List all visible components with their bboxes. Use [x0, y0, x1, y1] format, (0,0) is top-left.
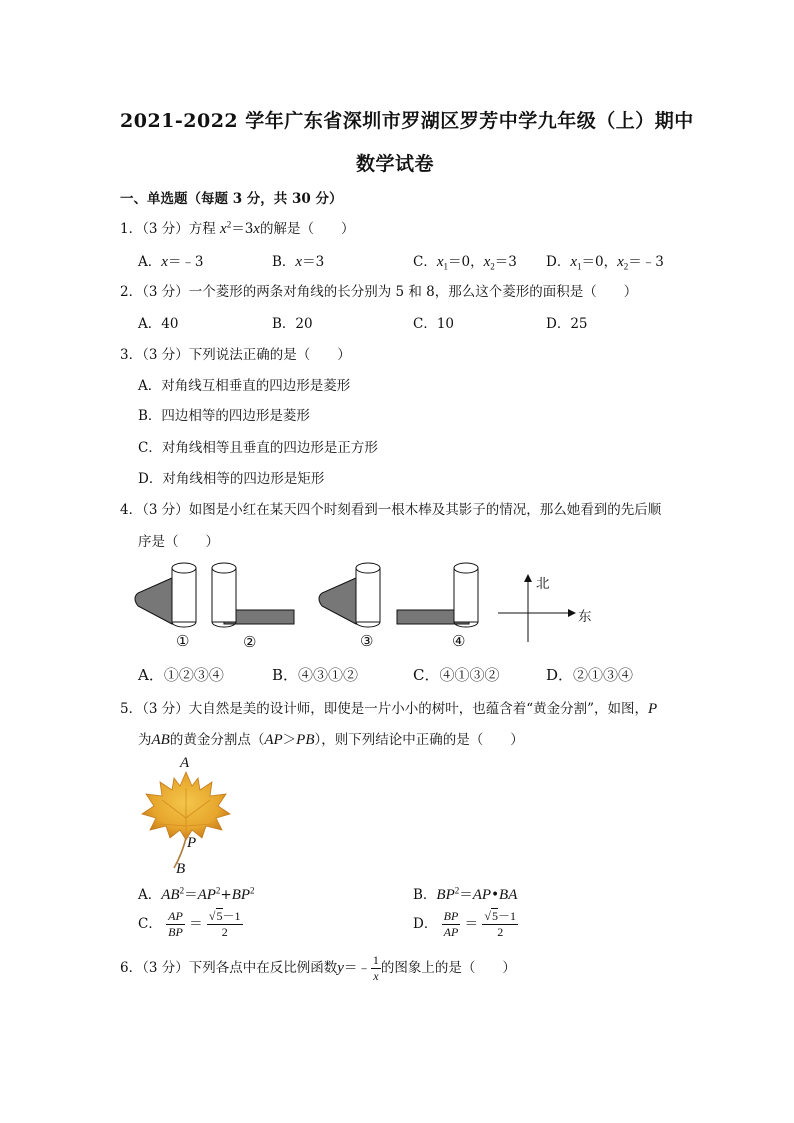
- q2-option-d[interactable]: D．25: [546, 316, 588, 332]
- question-3: 3．（3 分）下列说法正确的是（ ）: [120, 347, 351, 363]
- leaf-label-b: [176, 858, 185, 878]
- q5-line2-ap: AP: [264, 732, 283, 748]
- q5-d-left-fraction: [442, 909, 461, 940]
- q6-pre: 6．（3 分）下列各点中在反比例函数: [120, 960, 338, 976]
- section-heading: 一、单选题（每题 3 分，共 30 分）: [120, 191, 343, 207]
- question-5-line2: [138, 728, 524, 749]
- q5-a-sup2: 2: [215, 885, 221, 896]
- q6-fraction: [371, 953, 381, 984]
- leaf-label-p: [187, 832, 196, 852]
- q6-den: x: [373, 969, 379, 983]
- q5-line2-pb: PB: [296, 732, 315, 748]
- q1-d-x2: x: [617, 254, 624, 270]
- q1-c-s2: 2: [490, 261, 495, 272]
- fig-label-1: ①: [176, 632, 190, 650]
- q5-option-b[interactable]: [413, 883, 517, 904]
- q5-line2-pre: 为: [138, 732, 152, 748]
- q5-line2-gt: ＞: [282, 732, 297, 748]
- q5-c-den: BP: [168, 925, 183, 939]
- q5-d-rad: 5: [491, 909, 498, 923]
- compass-north: 北: [536, 576, 550, 592]
- q1-d-v1: ＝0，: [581, 254, 618, 270]
- q5-option-a[interactable]: [138, 883, 255, 904]
- q1-d-label: D．: [546, 254, 571, 270]
- q5-line2-ab: AB: [151, 732, 170, 748]
- compass-east: 东: [578, 609, 592, 625]
- fig-a: A: [180, 755, 190, 771]
- q1-exp: 2: [226, 219, 232, 230]
- stick-shadow-4: [397, 563, 478, 627]
- q5-b-bp: BP: [436, 887, 455, 903]
- q1-c-v1: ＝0，: [448, 254, 484, 270]
- q3-option-b[interactable]: B．四边相等的四边形是菱形: [138, 408, 310, 424]
- question-6: [120, 953, 516, 984]
- q5-line2-mid: 的黄金分割点（: [169, 732, 265, 748]
- q5-d-sqrt: √: [484, 909, 491, 923]
- q5-a-sup3: 2: [250, 885, 255, 896]
- q5-a-ab: AB: [161, 887, 180, 903]
- q5-option-d[interactable]: [413, 909, 518, 940]
- q5-c-num: AP: [168, 909, 183, 923]
- q6-num: 1: [372, 953, 379, 967]
- q1-c-v2: ＝3: [494, 254, 517, 270]
- page-title-line2: 数学试卷: [356, 153, 435, 175]
- q6-eq: ＝﹣: [343, 960, 371, 976]
- q1-d-v2: ＝﹣3: [628, 254, 664, 270]
- q5-c-eq: ＝: [189, 916, 203, 932]
- q5-b-ap: AP: [472, 887, 492, 903]
- q5-d-eq: ＝: [464, 916, 479, 932]
- q5-a-eq: ＝: [184, 887, 198, 903]
- q1-a-val: ＝﹣3: [167, 254, 204, 270]
- q1-b-var: x: [295, 254, 303, 270]
- q2-option-b[interactable]: B．20: [272, 316, 313, 332]
- q5-a-ap: AP: [197, 887, 216, 903]
- q5-line1-p: P: [648, 701, 658, 717]
- q5-d-num: BP: [443, 909, 459, 923]
- q1-number: 1．（3 分）方程: [120, 221, 216, 237]
- q1-b-label: B．: [272, 254, 296, 270]
- q1-var: x: [220, 221, 227, 237]
- question-1: [120, 217, 354, 238]
- q1-option-a[interactable]: [138, 250, 204, 271]
- q5-a-bp: BP: [231, 887, 251, 903]
- q5-c-sqrt: √: [208, 909, 216, 923]
- q6-tail: 的图象上的是（ ）: [380, 960, 516, 976]
- leaf-figure: [140, 768, 236, 872]
- q1-d-s2: 2: [623, 261, 629, 272]
- fig-label-4: ④: [452, 632, 466, 650]
- fig-label-3: ③: [360, 632, 374, 650]
- fig-p: P: [187, 835, 197, 851]
- q5-b-sup: 2: [454, 885, 460, 896]
- q5-c-two: 2: [221, 925, 228, 939]
- q5-d-den: AP: [443, 925, 459, 939]
- q5-d-two: 2: [497, 925, 504, 939]
- stick-shadow-1: [135, 563, 196, 627]
- leaf-label-a: [180, 752, 189, 772]
- q3-option-a[interactable]: A．对角线互相垂直的四边形是菱形: [138, 378, 351, 394]
- q5-c-minus: －1: [222, 909, 241, 923]
- q5-a-plus: +: [220, 887, 232, 903]
- q1-b-val: ＝3: [302, 254, 325, 270]
- q2-option-c[interactable]: C．10: [413, 316, 455, 332]
- q1-eq: ＝3: [231, 221, 254, 237]
- q5-a-sup1: 2: [179, 885, 185, 896]
- question-4-line2: 序是（ ）: [138, 534, 219, 550]
- q1-c-x1: x: [436, 254, 444, 270]
- q5-d-right-fraction: [482, 909, 518, 940]
- q5-line2-tail: ），则下列结论中正确的是（ ）: [314, 732, 524, 748]
- q5-c-left-fraction: [166, 909, 185, 940]
- q5-b-label: B．: [413, 887, 437, 903]
- q1-d-s1: 1: [577, 261, 582, 272]
- fig-b: B: [176, 861, 186, 877]
- q1-option-d[interactable]: [546, 250, 664, 272]
- q5-line1-text: 5．（3 分）大自然是美的设计师，即使是一片小小的树叶，也蕴含着“黄金分割”，如图，: [120, 701, 649, 717]
- q1-d-x1: x: [570, 254, 577, 270]
- q4-option-a[interactable]: A．①②③④: [138, 666, 224, 684]
- q5-c-label: C．: [138, 916, 162, 932]
- q5-b-ba: BA: [499, 887, 518, 903]
- page-title-line1: 2021-2022 学年广东省深圳市罗湖区罗芳中学九年级（上）期中: [120, 110, 694, 132]
- q3-option-c[interactable]: C．对角线相等且垂直的四边形是正方形: [138, 440, 378, 456]
- q5-d-label: D．: [413, 916, 438, 932]
- q5-b-dot: •: [491, 887, 500, 903]
- question-2: 2．（3 分）一个菱形的两条对角线的长分别为 5 和 8，那么这个菱形的面积是（ ）: [120, 284, 638, 300]
- q5-c-right-fraction: [207, 909, 243, 940]
- q5-d-minus: －1: [497, 909, 516, 923]
- q1-option-c[interactable]: [413, 250, 517, 272]
- fig-label-2: ②: [243, 633, 257, 651]
- q5-b-eq: ＝: [459, 887, 473, 903]
- q4-option-c[interactable]: C．④①③②: [413, 666, 500, 684]
- q1-c-label: C．: [413, 254, 437, 270]
- q1-var2: x: [253, 221, 260, 237]
- q5-option-c[interactable]: [138, 909, 243, 940]
- q3-option-d[interactable]: D．对角线相等的四边形是矩形: [138, 471, 325, 487]
- question-5-line1: [120, 697, 657, 718]
- q1-c-x2: x: [483, 254, 491, 270]
- stick-shadow-3: [319, 563, 380, 627]
- q4-option-b[interactable]: B．④③①②: [272, 666, 359, 684]
- q2-option-a[interactable]: A．40: [138, 316, 179, 332]
- q1-a-label: A．: [138, 254, 162, 270]
- q1-c-s1: 1: [443, 261, 449, 272]
- q1-a-var: x: [161, 254, 168, 270]
- q6-y: y: [337, 960, 344, 976]
- stick-shadow-2: [212, 563, 294, 627]
- question-4-line1: 4．（3 分）如图是小红在某天四个时刻看到一根木棒及其影子的情况，那么她看到的先后顺: [120, 502, 662, 518]
- q5-c-rad: 5: [216, 909, 223, 923]
- q1-option-b[interactable]: [272, 250, 324, 271]
- q1-tail: 的解是（ ）: [259, 221, 355, 237]
- q5-a-label: A．: [138, 887, 162, 903]
- q4-option-d[interactable]: D．②①③④: [546, 666, 634, 684]
